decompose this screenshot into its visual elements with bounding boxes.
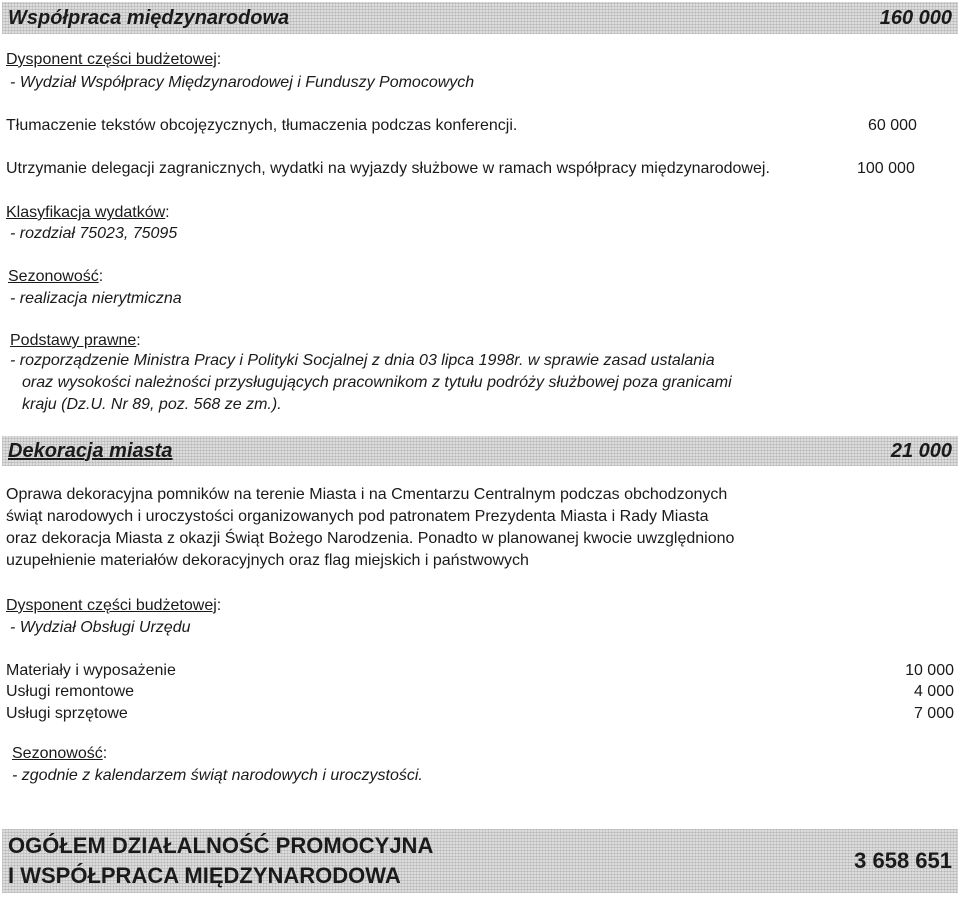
klasyfikacja-label: Klasyfikacja wydatków: [6, 204, 170, 221]
budget-item-text: Utrzymanie delegacji zagranicznych, wydatki na wyjazdy służbowe w ramach współpracy międzynarodowej. [6, 160, 770, 177]
total-title-line: OGÓŁEM DZIAŁALNOŚĆ PROMOCYJNA [8, 833, 434, 858]
dysponent-label [6, 51, 221, 69]
dysponent-value: - Wydział Obsługi Urzędu [10, 619, 191, 636]
budget-row-label: Materiały i wyposażenie [6, 662, 176, 679]
description-line: oraz dekoracja Miasta z okazji Świąt Bożego Narodzenia. Ponadto w planowanej kwocie uwzględniono [6, 530, 735, 547]
description-line: Oprawa dekoracyjna pomników na terenie Miasta i na Cmentarzu Centralnym podczas obchodzonych [6, 486, 728, 503]
podstawy-line: - rozporządzenie Ministra Pracy i Polityki Socjalnej z dnia 03 lipca 1998r. w sprawie zasad ustalania [10, 352, 715, 369]
section-title: Dekoracja miasta [8, 439, 173, 462]
sezonowosc-label: Sezonowość: [12, 745, 108, 762]
budget-item-amount: 60 000 [868, 117, 917, 134]
section-header-wspolpraca [2, 2, 958, 34]
podstawy-label-text: Podstawy prawne [10, 332, 137, 349]
podstawy-line: kraju (Dz.U. Nr 89, poz. 568 ze zm.). [22, 396, 282, 413]
budget-row [6, 683, 954, 701]
section-amount: 160 000 [879, 6, 952, 29]
klasyfikacja-label-text: Klasyfikacja wydatków [6, 204, 166, 221]
podstawy-label: Podstawy prawne: [10, 332, 141, 349]
description-line: świąt narodowych i uroczystości organizowanych pod patronatem Prezydenta Miasta i Rady Miasta [6, 508, 709, 525]
section-amount: 21 000 [890, 439, 952, 462]
budget-row-label: Usługi remontowe [6, 683, 135, 700]
description-line: uzupełnienie materiałów dekoracyjnych oraz flag miejskich i państwowych [6, 552, 529, 569]
podstawy-value [10, 350, 810, 416]
dysponent-value: - Wydział Współpracy Międzynarodowej i Funduszy Pomocowych [10, 74, 475, 91]
budget-row [6, 705, 954, 723]
sezonowosc-label-text: Sezonowość [8, 268, 99, 285]
sezonowosc-value: - zgodnie z kalendarzem świąt narodowych i uroczystości. [12, 767, 423, 784]
budget-row-amount: 7 000 [913, 705, 954, 722]
budget-row-label: Usługi sprzętowe [6, 705, 128, 722]
sezonowosc-value: - realizacja nierytmiczna [10, 290, 182, 307]
podstawy-line: oraz wysokości należności przysługujących pracownikom z tytułu podróży służbowej poza granicami [22, 374, 732, 391]
budget-item-amount: 100 000 [857, 160, 915, 177]
budget-item-text: Tłumaczenie tekstów obcojęzycznych, tłumaczenia podczas konferencji. [6, 117, 518, 134]
sezonowosc-label: Sezonowość: [8, 268, 104, 285]
sezonowosc-label-text: Sezonowość [12, 745, 103, 762]
budget-row-amount: 10 000 [905, 662, 954, 679]
dysponent-label: Dysponent części budżetowej: [6, 597, 222, 614]
dysponent-colon: : [216, 51, 222, 68]
total-bar [2, 829, 958, 893]
total-title-line: I WSPÓŁPRACA MIĘDZYNARODOWA [8, 863, 401, 888]
dysponent-label-text: Dysponent części budżetowej [6, 597, 217, 614]
description-paragraph [6, 484, 826, 572]
total-amount: 3 658 651 [854, 848, 952, 873]
klasyfikacja-value: - rozdział 75023, 75095 [10, 225, 178, 242]
section-title: Współpraca międzynarodowa [8, 6, 290, 29]
budget-row-amount: 4 000 [913, 683, 954, 700]
budget-row [6, 662, 954, 680]
section-header-dekoracja [2, 436, 958, 466]
dysponent-label-text: Dysponent części budżetowej [6, 51, 217, 68]
total-title [8, 831, 433, 891]
